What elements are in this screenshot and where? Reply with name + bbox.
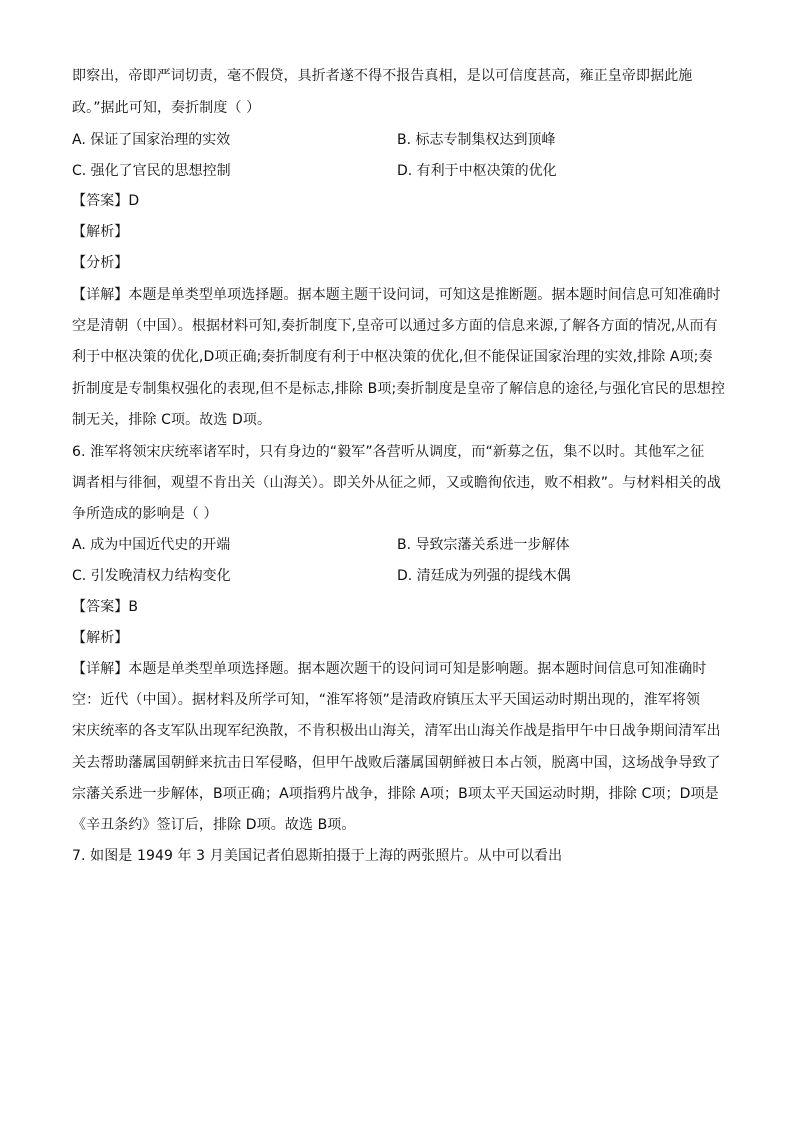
q5-detail-line-3: 利于中枢决策的优化,D项正确;奏折制度有利于中枢决策的优化,但不能保证国家治理的实效,排除 A项;奏: [72, 349, 713, 365]
q5-detail-line-1: 【详解】本题是单类型单项选择题。据本题主题干设问词，可知这是推断题。据本题时间信息可知准确时: [72, 287, 721, 303]
q5-option-c: C. 强化了官民的思想控制: [72, 163, 231, 179]
q6-answer: 【答案】B: [72, 599, 139, 615]
q6-detail-line-1: 【详解】本题是单类型单项选择题。据本题次题干的设问词可知是影响题。据本题时间信息可知准确时: [72, 661, 707, 677]
q5-option-b: B. 标志专制集权达到顶峰: [397, 132, 556, 148]
q6-detail-line-2: 空：近代（中国）。据材料及所学可知，“淮军将领”是清政府镇压太平天国运动时期出现的，淮军将领: [72, 692, 701, 708]
q5-option-a: A. 保证了国家治理的实效: [72, 132, 231, 148]
q6-option-d: D. 清廷成为列强的提线木偶: [397, 568, 571, 584]
q6-option-b: B. 导致宗藩关系进一步解体: [397, 537, 570, 553]
q6-option-c: C. 引发晚清权力结构变化: [72, 568, 231, 584]
q5-analysis-label: 【解析】: [72, 224, 129, 240]
q5-option-d: D. 有利于中枢决策的优化: [397, 163, 557, 179]
q5-fenxi-label: 【分析】: [72, 255, 129, 271]
q5-detail-line-4: 折制度是专制集权强化的表现,但不是标志,排除 B项;奏折制度是皇帝了解信息的途径,与强化官民的思想控: [72, 381, 726, 397]
q5-detail-line-2: 空是清朝（中国）。根据材料可知,奏折制度下,皇帝可以通过多方面的信息来源,了解各方面的情况,从而有: [72, 318, 718, 334]
q6-stem-line-1: 6. 淮军将领宋庆统率诸军时，只有身边的“毅军”各营听从调度，而“新募之伍，集不以时。其他军之征: [72, 444, 705, 460]
q6-stem-line-2: 调者相与徘徊，观望不肯出关（山海关）。即关外从征之师，又或瞻徇依违，败不相救”。与材料相关的战: [72, 475, 721, 491]
q7-stem-line-1: 7. 如图是 1949 年 3 月美国记者伯恩斯拍摄于上海的两张照片。从中可以看出: [72, 848, 563, 864]
q6-stem-line-3: 争所造成的影响是（ ）: [72, 506, 218, 522]
q6-detail-line-6: 《辛丑条约》签订后，排除 D项。故选 B项。: [72, 817, 356, 833]
q6-analysis-label: 【解析】: [72, 630, 129, 646]
q5-stem-line-1: 即察出，帝即严词切责，毫不假贷，具折者遂不得不报告真相，是以可信度甚高，雍正皇帝即据此施: [72, 68, 693, 84]
q6-detail-line-4: 关去帮助藩属国朝鲜来抗击日军侵略，但甲午战败后藩属国朝鲜被日本占领，脱离中国，这场战争导致了: [72, 755, 721, 771]
q6-option-a: A. 成为中国近代史的开端: [72, 537, 231, 553]
q6-detail-line-5: 宗藩关系进一步解体，B项正确；A项指鸦片战争，排除 A项；B项太平天国运动时期，排除 C项；D项是: [72, 786, 719, 802]
q5-answer: 【答案】D: [72, 193, 140, 209]
q6-detail-line-3: 宋庆统率的各支军队出现军纪涣散，不肯积极出山海关，清军出山海关作战是指甲午中日战争期间清军出: [72, 723, 721, 739]
q5-stem-line-2: 政。”据此可知，奏折制度（ ）: [72, 100, 261, 116]
q5-detail-line-5: 制无关，排除 C项。故选 D项。: [72, 412, 272, 428]
